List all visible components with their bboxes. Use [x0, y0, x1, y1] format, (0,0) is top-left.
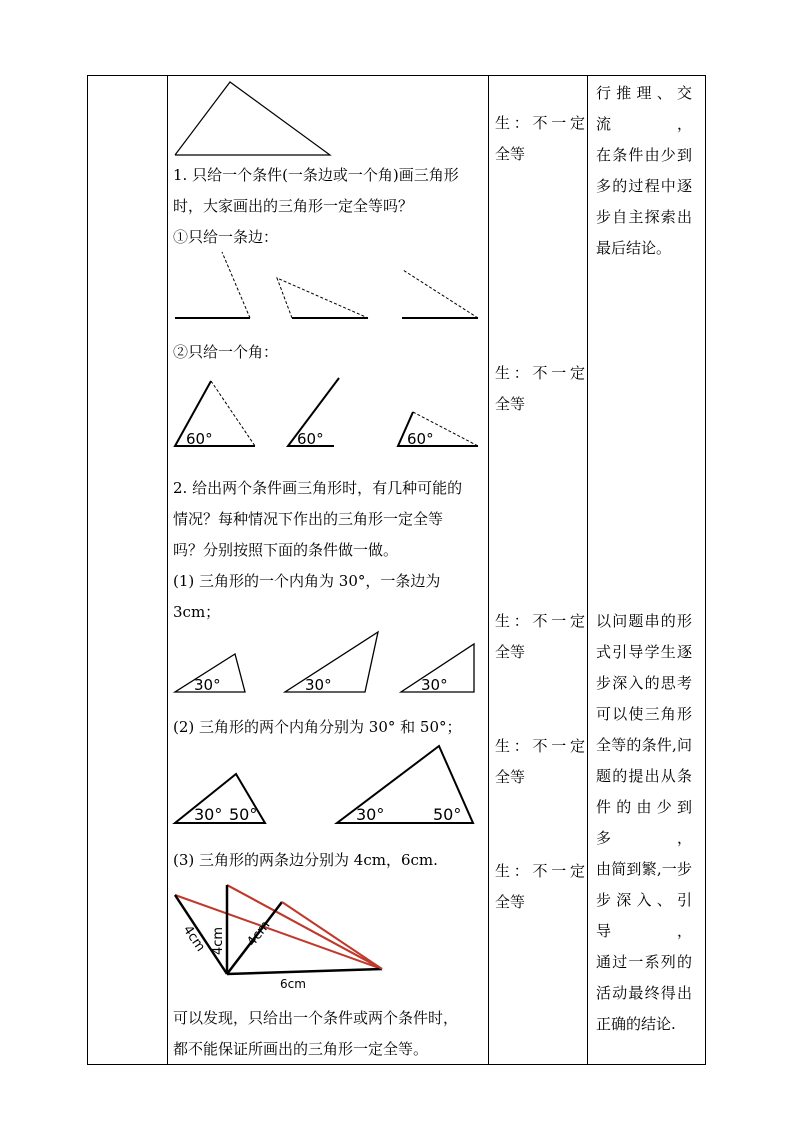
condition-3: (3) 三角形的两条边分别为 4cm，6cm.	[173, 851, 438, 869]
question-1-case-1: ①只给一条边：	[173, 228, 279, 246]
student-answer: 生：不一定 全等	[495, 737, 585, 786]
condition-2: (2) 三角形的两个内角分别为 30° 和 50°；	[173, 718, 462, 736]
question-2-line-3: 吗？分别按照下面的条件做一做。	[173, 541, 399, 559]
angle-label-50: 50°	[433, 805, 462, 824]
angle-label-50: 50°	[229, 805, 258, 824]
length-label-6cm: 6cm	[280, 977, 306, 991]
student-answer: 生：不一定 全等	[495, 612, 585, 661]
question-1-case-2: ②只给一个角：	[173, 343, 279, 361]
angle-label-30: 30°	[356, 805, 385, 824]
student-answer: 生：不一定 全等	[495, 114, 585, 163]
angle-label-60: 60°	[407, 430, 434, 448]
question-2-line-1: 2. 给出两个条件画三角形时，有几种可能的	[173, 479, 463, 497]
length-label-4cm: 4cm	[244, 918, 274, 950]
design-note-bottom: 以问题串的形 式引导学生逐 步深入的思考 可以使三角形 全等的条件,问 题的提出从条 件的由少到多， 由简到繁,一步 步深入、引导， 通过一系列的 活动最终得出 正确的结论.	[596, 612, 692, 1033]
student-answer: 生：不一定 全等	[495, 364, 585, 413]
condition-1-line-2: 3cm；	[173, 603, 221, 621]
angle-label-30: 30°	[194, 676, 221, 694]
angle-label-30: 30°	[305, 676, 332, 694]
conclusion-line-2: 都不能保证所画出的三角形一定全等。	[173, 1040, 429, 1058]
design-note-top: 行推理、交流， 在条件由少到 多的过程中逐 步自主探索出 最后结论。	[596, 84, 692, 257]
angle-label-30: 30°	[194, 805, 223, 824]
conclusion-line-1: 可以发现，只给出一个条件或两个条件时，	[173, 1009, 459, 1027]
question-2-line-2: 情况？每种情况下作出的三角形一定全等	[173, 510, 444, 528]
angle-label-60: 60°	[297, 430, 324, 448]
angle-label-30: 30°	[421, 676, 448, 694]
angle-label-60: 60°	[186, 430, 213, 448]
question-1-line-1: 1. 只给一个条件(一条边或一个角)画三角形	[173, 166, 459, 184]
student-answer: 生：不一定 全等	[495, 862, 585, 911]
length-label-4cm: 4cm	[211, 926, 226, 955]
condition-1-line-1: (1) 三角形的一个内角为 30°，一条边为	[173, 572, 441, 590]
question-1-line-2: 时，大家画出的三角形一定全等吗？	[173, 197, 414, 215]
length-label-4cm: 4cm	[179, 922, 208, 955]
